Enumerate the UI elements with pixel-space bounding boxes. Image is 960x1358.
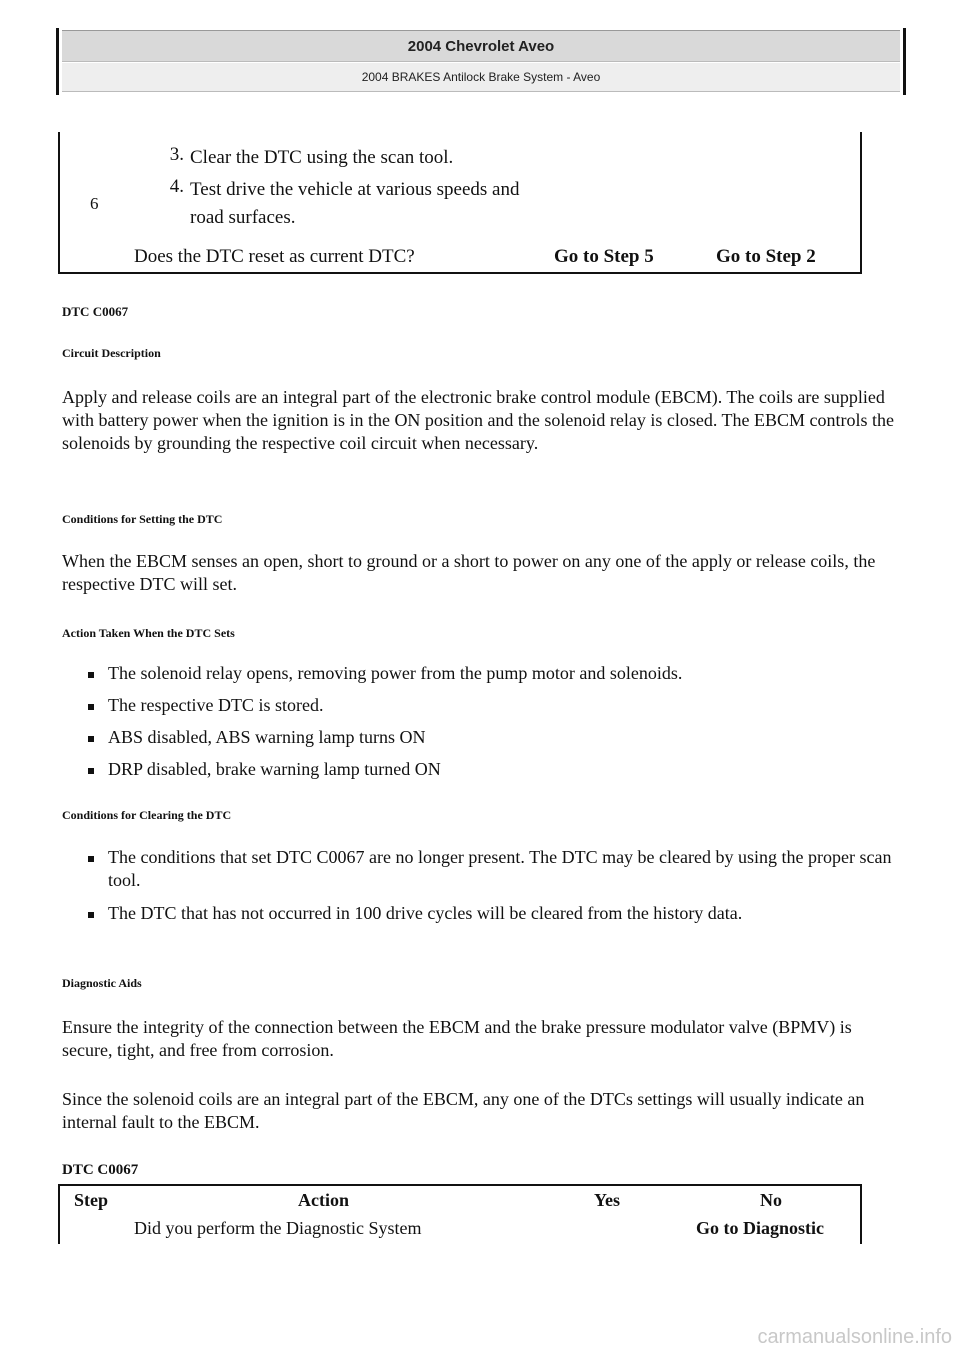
- list-item-text: ABS disabled, ABS warning lamp turns ON: [108, 727, 426, 747]
- diagnostic-aids-heading: Diagnostic Aids: [62, 976, 142, 990]
- list-item: [148, 144, 530, 172]
- list-item-text: Clear the DTC using the scan tool.: [190, 147, 454, 168]
- bullet-icon: [88, 912, 94, 918]
- list-item-text: DRP disabled, brake warning lamp turned ON: [108, 759, 441, 779]
- yes-link[interactable]: Go to Step 5: [554, 246, 654, 267]
- bullet-icon: [88, 768, 94, 774]
- step-question: Does the DTC reset as current DTC?: [134, 246, 415, 267]
- step-table-continued: [58, 132, 862, 274]
- table-cell-no[interactable]: Go to Diagnostic: [696, 1218, 824, 1238]
- circuit-description-text: Apply and release coils are an integral part of the electronic brake control module (EBCM). The coils are supplied with battery power when the ignition is in the ON position and the solenoid relay is closed. The EBCM controls the solenoids by grounding the respective coil circuit when necessary.: [62, 387, 895, 453]
- list-item: [62, 846, 902, 892]
- list-item-text: The DTC that has not occurred in 100 drive cycles will be cleared from the history data.: [108, 903, 743, 923]
- list-item: [62, 758, 902, 781]
- bullet-icon: [88, 856, 94, 862]
- list-item-text: The respective DTC is stored.: [108, 695, 324, 715]
- conditions-clearing-heading: Conditions for Clearing the DTC: [62, 808, 232, 822]
- step-table: [58, 1184, 862, 1244]
- column-header-action: Action: [298, 1190, 349, 1210]
- header-left-rule: [56, 28, 59, 95]
- action-taken-list: [62, 662, 902, 781]
- bullet-icon: [88, 672, 94, 678]
- conditions-setting-heading: Conditions for Setting the DTC: [62, 512, 223, 526]
- conditions-setting-text: When the EBCM senses an open, short to ground or a short to power on any one of the apply or release coils, the respective DTC will set.: [62, 551, 876, 594]
- circuit-description-heading: Circuit Description: [62, 346, 161, 360]
- list-item-text: The conditions that set DTC C0067 are no longer present. The DTC may be cleared by using the proper scan tool.: [108, 847, 892, 890]
- watermark: carmanualsonline.info: [757, 1326, 952, 1348]
- action-taken-heading: Action Taken When the DTC Sets: [62, 626, 235, 640]
- table-cell-action: Did you perform the Diagnostic System: [134, 1218, 422, 1238]
- list-item: [148, 176, 530, 232]
- document-title: 2004 Chevrolet Aveo: [62, 30, 900, 62]
- column-header-no: No: [760, 1190, 782, 1210]
- list-item-number: 4.: [169, 176, 184, 197]
- column-header-step: Step: [74, 1190, 109, 1210]
- list-item: [62, 726, 902, 749]
- conditions-clearing-list: [62, 846, 902, 925]
- list-item: [62, 694, 902, 717]
- list-item: [62, 662, 902, 685]
- list-item-number: 3.: [169, 144, 184, 165]
- column-header-yes: Yes: [594, 1190, 620, 1210]
- diagnostic-aids-text-2: Since the solenoid coils are an integral part of the EBCM, any one of the DTCs settings will usually indicate an internal fault to the EBCM.: [62, 1089, 865, 1132]
- list-item-text: The solenoid relay opens, removing power from the pump motor and solenoids.: [108, 663, 683, 683]
- table-caption: DTC C0067: [62, 1162, 139, 1178]
- bullet-icon: [88, 736, 94, 742]
- bullet-icon: [88, 704, 94, 710]
- no-link[interactable]: Go to Step 2: [716, 246, 816, 267]
- document-subtitle: 2004 BRAKES Antilock Brake System - Aveo: [62, 63, 900, 92]
- diagnostic-aids-text-1: Ensure the integrity of the connection between the EBCM and the brake pressure modulator valve (BPMV) is secure, tight, and free from corrosion.: [62, 1017, 852, 1060]
- header-right-rule: [903, 28, 906, 95]
- list-item: [62, 902, 902, 925]
- section-title: DTC C0067: [62, 304, 129, 319]
- step-number: 6: [90, 194, 99, 213]
- list-item-text: Test drive the vehicle at various speeds and road surfaces.: [190, 179, 520, 228]
